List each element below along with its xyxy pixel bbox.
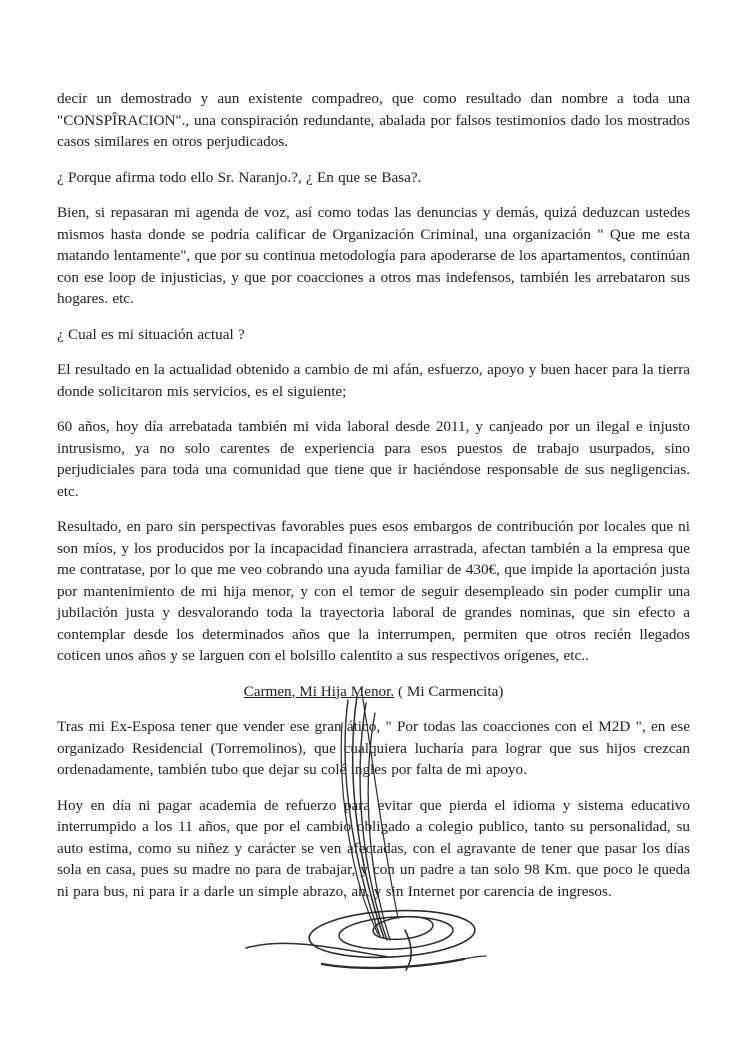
section-heading-suffix: ( Mi Carmencita) [394, 682, 504, 700]
paragraph: Resultado, en paro sin perspectivas favorables pues esos embargos de contribución por locales que ni son míos, y los producidos por la incapacidad financiera arrastrada, afectan también a la empresa que me contratase, por lo que me veo cobrando una ayuda familiar de 430€, que impide la aportación justa por mantenimiento de mi hija menor, y con el temor de seguir desempleado sin poder cumplir una jubilación justa y desvalorando toda la trayectoria laboral de grandes nominas, que sin efecto a contemplar desde los determinados años que la interrumpen, permiten que otros recién llegados coticen unos años y se larguen con el bolsillo calentito a sus respectivos orígenes, etc.. [57, 518, 690, 664]
paragraph: decir un demostrado y aun existente compadreo, que como resultado dan nombre a toda una "CONSPÎRACION"., una conspiración redundante, abalada por falsos testimonios dado los mostrados casos similares en otros perjudicados. [57, 90, 690, 150]
paragraph: Hoy en día ni pagar academia de refuerzo para evitar que pierda el idioma y sistema educativo interrumpido a los 11 años, que por el cambio obligado a colegio publico, tanto su personalidad, su auto estima, como su niñez y carácter se ven afectadas, con el agravante de tener que pasar los días sola en casa, pues su madre no para de trabajar, y con un padre a tan solo 98 Km. que poco le queda ni para bus, ni para ir a darle un simple abrazo, ah, y sin Internet por carencia de ingresos. [57, 796, 690, 900]
paragraph: 60 años, hoy día arrebatada también mi vida laboral desde 2011, y canjeado por un ilegal e injusto intrusismo, ya no solo carentes de experiencia para esos puestos de trabajo usurpados, sino perjudiciales para toda una comunidad que tiene que ir haciéndose responsable de sus negligencias. etc. [57, 418, 690, 500]
section-heading [57, 681, 690, 703]
paragraph: Tras mi Ex-Esposa tener que vender ese gran ático, " Por todas las coacciones con el M2D ", en ese organizado Residencial (Torremolinos), que cualquiera lucharía para lograr que sus hijos crezcan ordenadamente, también tubo que dejar su colé ingles por falta de mi apoyo. [57, 718, 690, 778]
section-heading-underlined: Carmen, Mi Hija Menor. [243, 682, 395, 700]
paragraph-question: ¿ Cual es mi situación actual ? [57, 325, 245, 343]
document-text-block [57, 88, 690, 916]
paragraph: Bien, si repasaran mi agenda de voz, así como todas las denuncias y demás, quizá deduzcan ustedes mismos hasta donde se podría calificar de Organización Criminal, una organización " Que me esta matando lentamente", que por su continua metodología para apoderarse de los apartamentos, continúan con ese loop de injusticias, y que por coacciones a otros mas indefensos, también les arrebataron sus hogares. etc. [57, 204, 690, 307]
paragraph: El resultado en la actualidad obtenido a cambio de mi afán, esfuerzo, apoyo y buen hacer para la tierra donde solicitaron mis servicios, es el siguiente; [57, 361, 690, 400]
paragraph-question: ¿ Porque afirma todo ello Sr. Naranjo.?, ¿ En que se Basa?. [57, 168, 422, 186]
